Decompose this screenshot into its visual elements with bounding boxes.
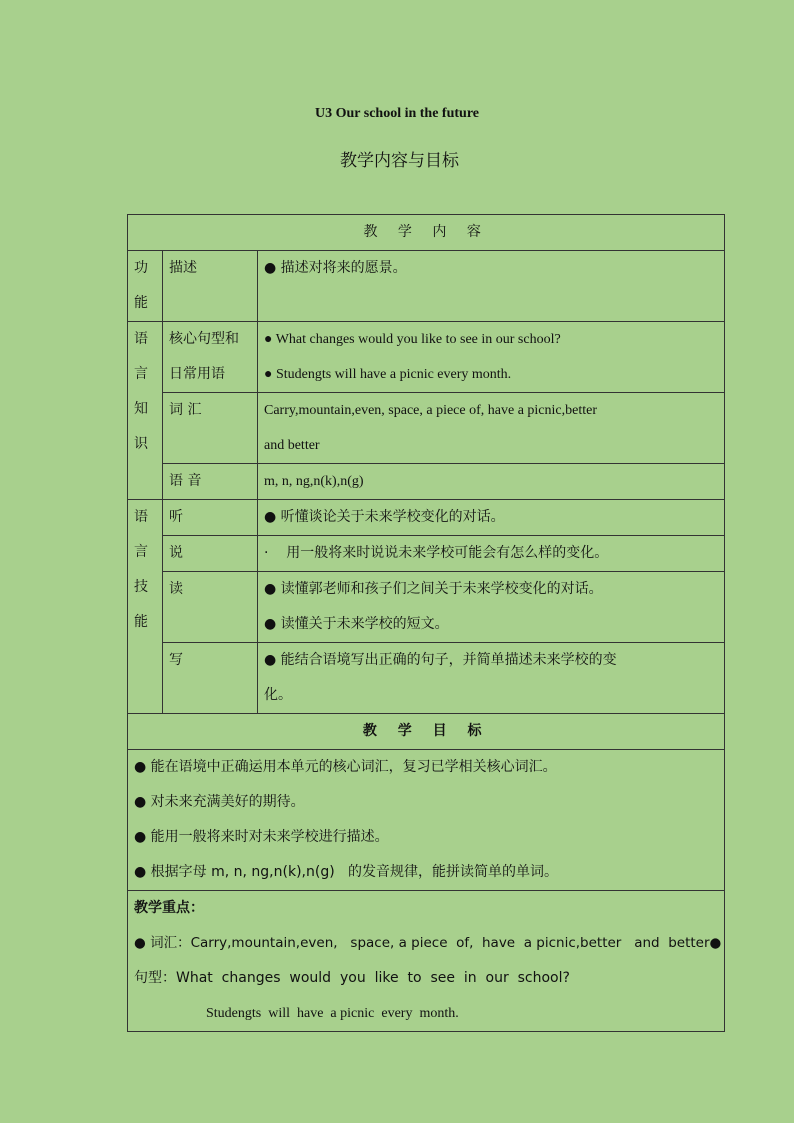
list-item: ● 听懂谈论关于未来学校变化的对话。 bbox=[264, 509, 505, 525]
sub-label: 核心句型和 bbox=[169, 331, 239, 347]
list-item: m, n, ng,n(k),n(g) bbox=[264, 474, 364, 489]
vocab-row bbox=[128, 393, 725, 464]
list-item: · 用一般将来时说说未来学校可能会有怎么样的变化。 bbox=[264, 545, 609, 561]
category-char: 语 bbox=[134, 509, 148, 525]
listen-sub: 听 bbox=[163, 500, 258, 536]
function-items bbox=[258, 251, 725, 322]
speak-row bbox=[128, 536, 725, 572]
read-row bbox=[128, 572, 725, 643]
list-item: ● Studengts will have a picnic every month. bbox=[264, 367, 512, 382]
language-knowledge-category bbox=[128, 322, 163, 500]
listen-items bbox=[258, 500, 725, 536]
category-char: 语 bbox=[134, 331, 148, 347]
key-points-vocab: ● 词汇：Carry,mountain,even, space, a piece of, have a picnic,better and better● bbox=[134, 935, 722, 951]
document-title: U3 Our school in the future bbox=[315, 106, 479, 121]
vocab-items bbox=[258, 393, 725, 464]
write-items bbox=[258, 643, 725, 714]
document-subtitle: 教学内容与目标 bbox=[340, 151, 459, 171]
category-char: 知 bbox=[134, 401, 148, 417]
list-item: and better bbox=[264, 438, 320, 453]
list-item: ● What changes would you like to see in our school? bbox=[264, 332, 561, 347]
list-item: ● 读懂郭老师和孩子们之间关于未来学校变化的对话。 bbox=[264, 581, 603, 597]
list-item: Carry,mountain,even, space, a piece of, have a picnic,better bbox=[264, 403, 597, 418]
key-points bbox=[128, 891, 725, 1032]
category-char: 功 bbox=[134, 260, 148, 276]
list-item: ● 能在语境中正确运用本单元的核心词汇，复习已学相关核心词汇。 bbox=[134, 759, 557, 775]
category-char: 言 bbox=[134, 544, 148, 560]
category-char: 能 bbox=[134, 295, 148, 311]
key-points-sentence-2: Studengts will have a picnic every month. bbox=[206, 1006, 459, 1021]
list-item: ● 对未来充满美好的期待。 bbox=[134, 794, 305, 810]
category-char: 能 bbox=[134, 614, 148, 630]
write-sub: 写 bbox=[163, 643, 258, 714]
category-char: 言 bbox=[134, 366, 148, 382]
key-points-sentence: 句型：What changes would you like to see in our school? bbox=[134, 970, 570, 986]
write-row bbox=[128, 643, 725, 714]
phonics-row bbox=[128, 464, 725, 500]
content-header-row bbox=[128, 215, 725, 251]
list-item: 化。 bbox=[264, 687, 292, 703]
function-category bbox=[128, 251, 163, 322]
vocab-sub: 词 汇 bbox=[163, 393, 258, 464]
key-points-label: 教学重点： bbox=[134, 900, 204, 916]
list-item: ● 能用一般将来时对未来学校进行描述。 bbox=[134, 829, 389, 845]
category-char: 识 bbox=[134, 436, 148, 452]
phonics-items bbox=[258, 464, 725, 500]
sub-label: 日常用语 bbox=[169, 366, 225, 382]
goals-header-row bbox=[128, 714, 725, 750]
read-sub: 读 bbox=[163, 572, 258, 643]
list-item: ● 能结合语境写出正确的句子，并简单描述未来学校的变 bbox=[264, 652, 617, 668]
list-item: ● 根据字母 m, n, ng,n(k),n(g) 的发音规律，能拼读简单的单词。 bbox=[134, 864, 559, 880]
category-char: 技 bbox=[134, 579, 148, 595]
goals-list bbox=[128, 750, 725, 891]
sentence-items bbox=[258, 322, 725, 393]
lesson-plan-table bbox=[127, 214, 725, 1032]
key-points-row bbox=[128, 891, 725, 1032]
speak-items bbox=[258, 536, 725, 572]
read-items bbox=[258, 572, 725, 643]
phonics-sub: 语 音 bbox=[163, 464, 258, 500]
list-item: ● 描述对将来的愿景。 bbox=[264, 260, 407, 276]
language-skills-category bbox=[128, 500, 163, 714]
content-header: 教 学 内 容 bbox=[128, 215, 725, 251]
list-item: ● 读懂关于未来学校的短文。 bbox=[264, 616, 449, 632]
function-sub: 描述 bbox=[163, 251, 258, 322]
function-row bbox=[128, 251, 725, 322]
goals-header: 教 学 目 标 bbox=[128, 714, 725, 750]
speak-sub: 说 bbox=[163, 536, 258, 572]
listen-row bbox=[128, 500, 725, 536]
sentence-sub bbox=[163, 322, 258, 393]
sentence-row bbox=[128, 322, 725, 393]
goals-row bbox=[128, 750, 725, 891]
